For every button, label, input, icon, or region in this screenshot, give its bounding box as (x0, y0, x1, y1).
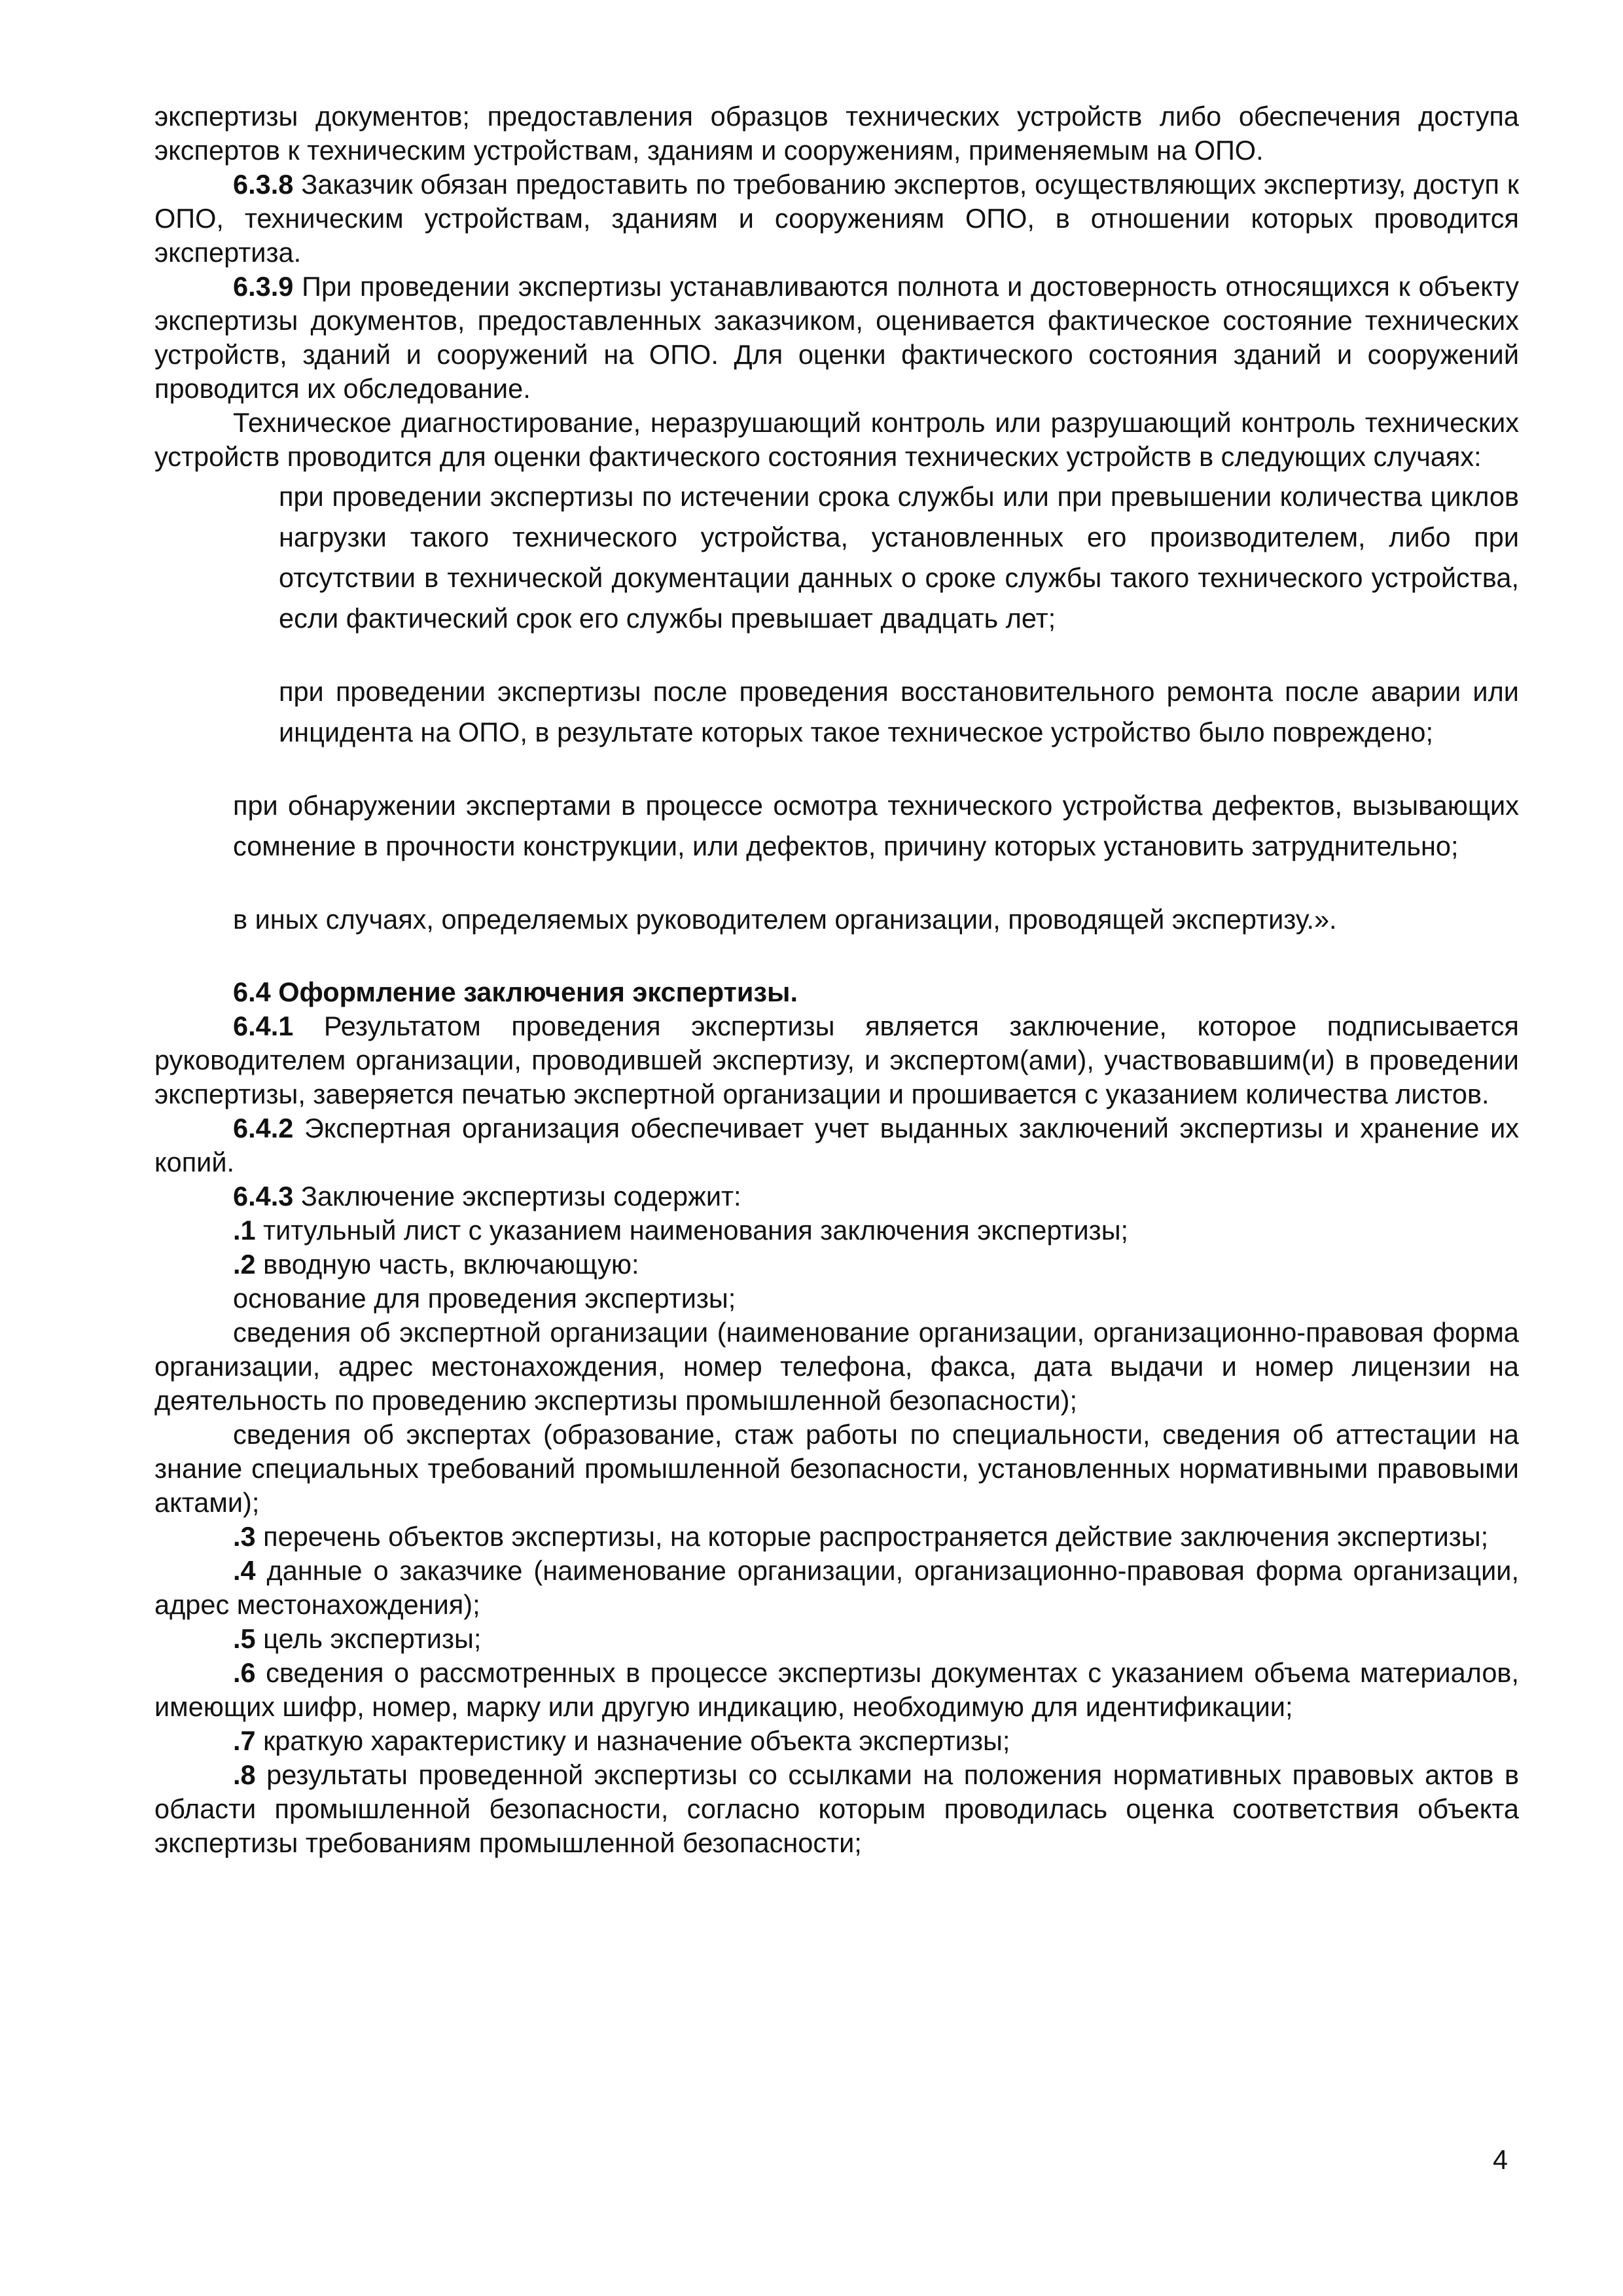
paragraph-text: сведения о рассмотренных в процессе экспертизы документах с указанием объема материалов, имеющих шифр, номер, марку или другую индикацию, необходимую для идентификации; (154, 1657, 1519, 1722)
document-page (154, 99, 1519, 1860)
item-number: .4 (233, 1555, 256, 1586)
item-number: .1 (233, 1215, 256, 1246)
list-item-5 (154, 1622, 1519, 1656)
list-item: в иных случаях, определяемых руководителем организации, проводящей экспертизу.». (233, 904, 1337, 935)
paragraph-text: основание для проведения экспертизы; (233, 1283, 736, 1314)
item-number: .3 (233, 1521, 256, 1552)
section-heading: 6.4 Оформление заключения экспертизы. (233, 977, 798, 1007)
list-item-7 (154, 1724, 1519, 1758)
item-number: .6 (233, 1657, 256, 1688)
item-number: .5 (233, 1623, 256, 1654)
paragraph-text: Заключение экспертизы содержит: (293, 1181, 741, 1211)
paragraph-text: Заказчик обязан предоставить по требованию экспертов, осуществляющих экспертизу, доступ к ОПО, техническим устройствам, зданиям и сооружениям ОПО, в отношении которых проводится экспертиза. (154, 169, 1519, 268)
list-item: при проведении экспертизы после проведения восстановительного ремонта после аварии или инцидента на ОПО, в результате которых такое техническое устройство было повреждено; (279, 676, 1519, 747)
list-item-3 (154, 1520, 1519, 1554)
list-item-8 (154, 1758, 1519, 1860)
clause-number: 6.3.8 (233, 169, 294, 200)
paragraph-text: краткую характеристику и назначение объекта экспертизы; (255, 1725, 1010, 1756)
paragraph-text: При проведении экспертизы устанавливаются полнота и достоверность относящихся к объекту экспертизы документов, предоставленных заказчиком, оценивается фактическое состояние технических устройств, зданий и сооружений на ОПО. Для оценки фактического состояния зданий и сооружений проводится их обследование. (154, 271, 1519, 404)
sub-item-experts (154, 1418, 1519, 1520)
paragraph-diagnostics (154, 406, 1519, 474)
paragraph-text: сведения об экспертах (образование, стаж работы по специальности, сведения об аттестации на знание специальных требований промышленной безопасности, установленных нормативными правовыми актами); (154, 1419, 1519, 1518)
paragraph-6-3-9 (154, 270, 1519, 406)
paragraph-text: данные о заказчике (наименование организации, организационно-правовая форма организации, адрес местонахождения); (154, 1555, 1519, 1620)
clause-number: 6.4.2 (233, 1113, 294, 1143)
list-item: при обнаружении экспертами в процессе осмотра технического устройства дефектов, вызывающих сомнение в прочности конструкции, или дефектов, причину которых установить затруднительно; (233, 790, 1519, 861)
page-number: 4 (1493, 2144, 1508, 2175)
paragraph-text: результаты проведенной экспертизы со ссылками на положения нормативных правовых актов в области промышленной безопасности, согласно которым проводилась оценка соответствия объекта экспертизы требованиям промышленной безопасности; (154, 1759, 1519, 1858)
list-item-4 (154, 1554, 1519, 1622)
paragraph-6-3-8 (154, 168, 1519, 270)
paragraph-continuation (154, 99, 1519, 168)
paragraph-text: вводную часть, включающую: (255, 1249, 639, 1280)
paragraph-6-4-3 (154, 1179, 1519, 1213)
clause-number: 6.4.3 (233, 1181, 294, 1211)
paragraph-6-4-2 (154, 1111, 1519, 1179)
clause-number: 6.3.9 (233, 271, 294, 302)
item-number: .7 (233, 1725, 256, 1756)
paragraph-text: Техническое диагностирование, неразрушающий контроль или разрушающий контроль технических устройств проводится для оценки фактического состояния технических устройств в следующих случаях: (154, 407, 1519, 472)
cases-list-indented (279, 476, 1519, 753)
sub-item-basis (154, 1282, 1519, 1316)
paragraph-text: Экспертная организация обеспечивает учет выданных заключений экспертизы и хранение их копий. (154, 1113, 1519, 1177)
paragraph-text: перечень объектов экспертизы, на которые распространяется действие заключения экспертизы; (255, 1521, 1489, 1552)
clause-number: 6.4.1 (233, 1011, 294, 1041)
list-item-2 (154, 1247, 1519, 1282)
cases-list (233, 785, 1519, 940)
item-number: .8 (233, 1759, 256, 1790)
sub-item-organization (154, 1316, 1519, 1418)
paragraph-6-4-1 (154, 1009, 1519, 1111)
list-item: при проведении экспертизы по истечении срока службы или при превышении количества циклов нагрузки такого технического устройства, установленных его производителем, либо при отсутствии в технической документации данных о сроке службы такого технического устройства, если фактический срок его службы превышает двадцать лет; (279, 481, 1519, 634)
paragraph-text: сведения об экспертной организации (наименование организации, организационно-правовая форма организации, адрес местонахождения, номер телефона, факса, дата выдачи и номер лицензии на деятельность по проведению экспертизы промышленной безопасности); (154, 1317, 1519, 1416)
paragraph-text: титульный лист с указанием наименования заключения экспертизы; (255, 1215, 1129, 1246)
list-item-6 (154, 1656, 1519, 1724)
paragraph-text: экспертизы документов; предоставления образцов технических устройств либо обеспечения доступа экспертов к техническим устройствам, зданиям и сооружениям, применяемым на ОПО. (154, 101, 1519, 166)
item-number: .2 (233, 1249, 256, 1280)
paragraph-text: Результатом проведения экспертизы является заключение, которое подписывается руководителем организации, проводившей экспертизу, и экспертом(ами), участвовавшим(и) в проведении экспертизы, заверяется печатью экспертной организации и прошивается с указанием количества листов. (154, 1011, 1519, 1109)
list-item-1 (154, 1213, 1519, 1247)
paragraph-text: цель экспертизы; (255, 1623, 482, 1654)
